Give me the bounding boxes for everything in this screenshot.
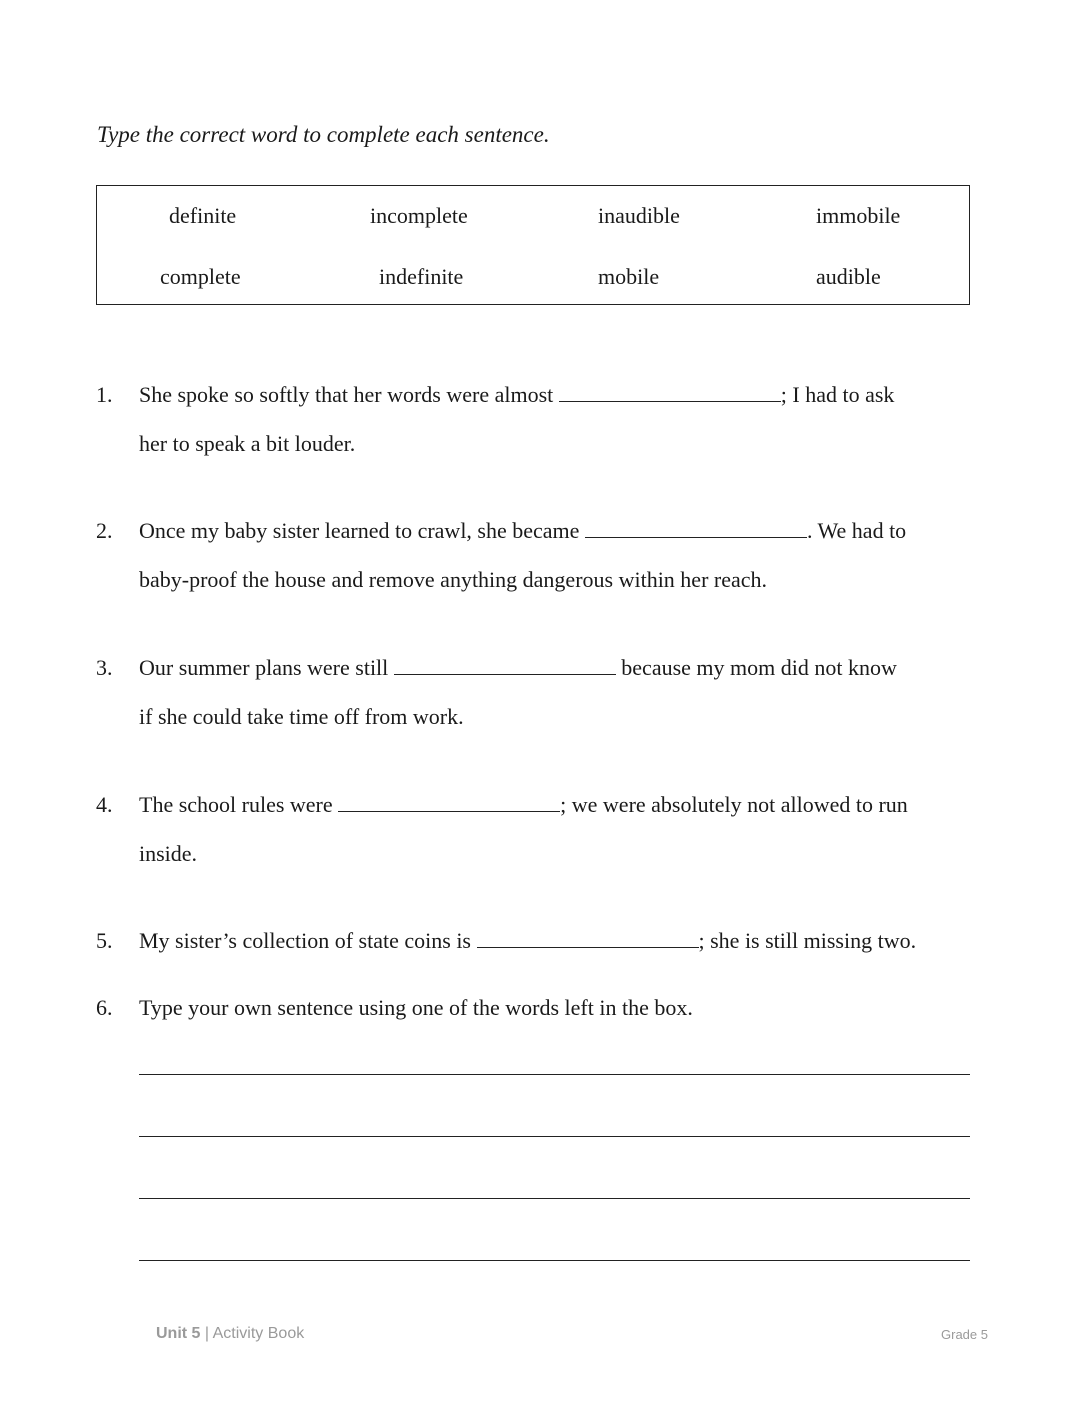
- question-number: 3.: [96, 655, 113, 680]
- question-number: 2.: [96, 518, 113, 543]
- instructions: Type the correct word to complete each sentence.: [97, 122, 550, 147]
- word-bank-word: immobile: [816, 203, 901, 228]
- word-bank-word: definite: [169, 203, 237, 228]
- question-text: The school rules were: [139, 792, 333, 817]
- question-1-continued: her to speak a bit louder.: [139, 431, 356, 456]
- answer-blank[interactable]: [338, 793, 560, 812]
- answer-blank[interactable]: [477, 929, 699, 948]
- question-number: 6.: [96, 995, 113, 1020]
- question-text: ; I had to ask: [780, 382, 895, 407]
- word-bank-word: incomplete: [370, 203, 468, 228]
- footer-grade: Grade 5: [941, 1327, 988, 1342]
- word-bank-word: complete: [160, 264, 241, 289]
- writing-line[interactable]: [139, 1198, 970, 1199]
- question-text: She spoke so softly that her words were almost: [139, 382, 554, 407]
- word-bank-box: [96, 185, 970, 305]
- word-bank-word: mobile: [598, 264, 660, 289]
- question-text: Once my baby sister learned to crawl, she became: [139, 518, 580, 543]
- question-text: Type your own sentence using one of the words left in the box.: [139, 995, 693, 1020]
- question-2-continued: baby-proof the house and remove anything dangerous within her reach.: [139, 567, 768, 592]
- footer-unit: Unit 5: [156, 1325, 201, 1342]
- question-4-continued: inside.: [139, 841, 198, 866]
- writing-line[interactable]: [139, 1136, 970, 1137]
- word-bank-word: audible: [816, 264, 881, 289]
- word-bank-word: inaudible: [598, 203, 680, 228]
- answer-blank[interactable]: [394, 656, 616, 675]
- question-number: 4.: [96, 792, 113, 817]
- question-text: because my mom did not know: [615, 655, 897, 680]
- question-text: ; we were absolutely not allowed to run: [560, 792, 908, 817]
- answer-blank[interactable]: [559, 383, 781, 402]
- footer-separator: |: [200, 1325, 213, 1342]
- writing-line[interactable]: [139, 1074, 970, 1075]
- question-3-continued: if she could take time off from work.: [139, 704, 464, 729]
- question-text: ; she is still missing two.: [698, 928, 917, 953]
- answer-blank[interactable]: [585, 519, 807, 538]
- question-number: 1.: [96, 382, 113, 407]
- footer-book: Activity Book: [212, 1325, 305, 1342]
- question-text: . We had to: [806, 518, 907, 543]
- question-text: My sister’s collection of state coins is: [139, 928, 471, 953]
- question-2: [139, 518, 906, 544]
- question-text: Our summer plans were still: [139, 655, 389, 680]
- question-number: 5.: [96, 928, 113, 953]
- question-3: [139, 655, 897, 681]
- question-5: [139, 928, 916, 954]
- question-1: [139, 382, 894, 408]
- footer-left: [156, 1325, 304, 1343]
- question-6: [139, 995, 693, 1021]
- question-4: [139, 792, 908, 818]
- writing-line[interactable]: [139, 1260, 970, 1261]
- word-bank-word: indefinite: [379, 264, 464, 289]
